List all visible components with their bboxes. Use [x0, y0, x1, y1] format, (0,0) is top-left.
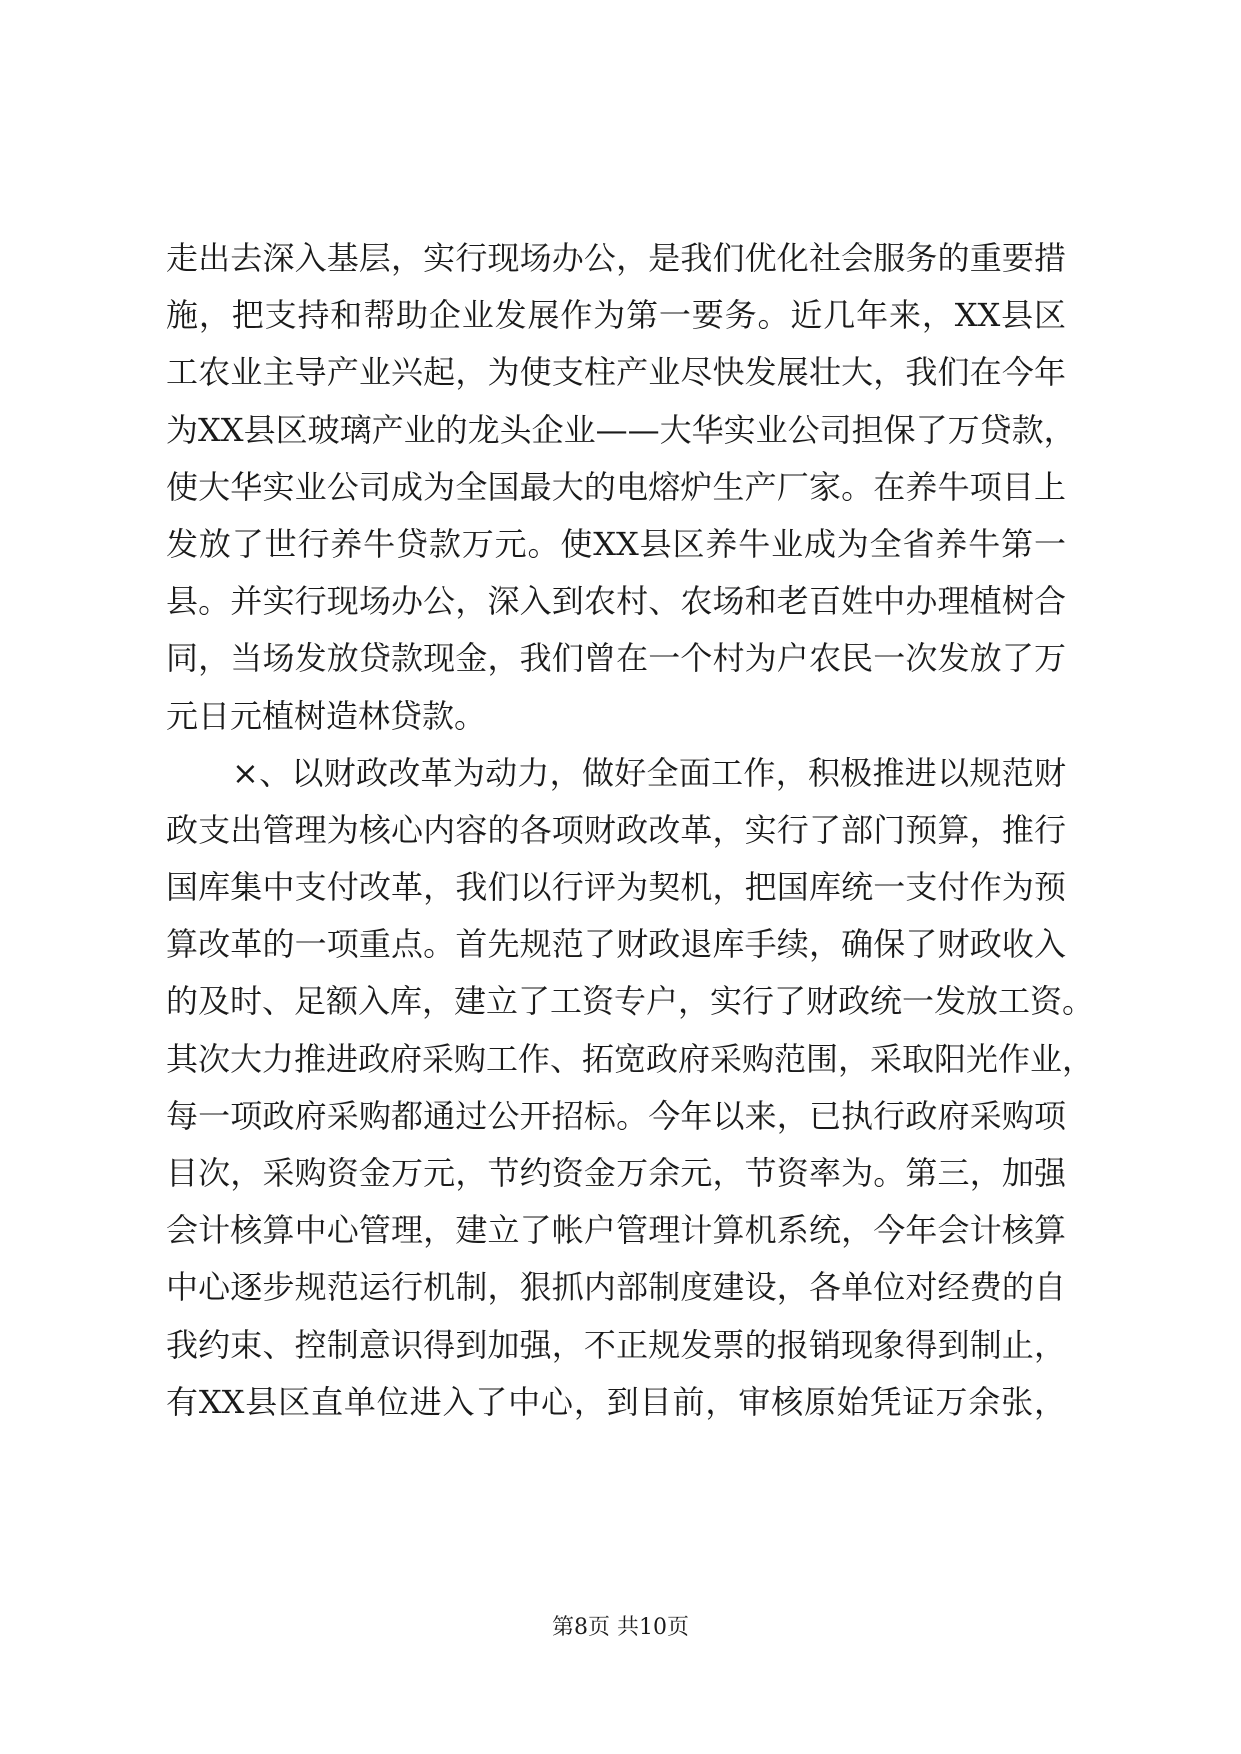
text-line: 发放了世行养牛贷款万元。使XX县区养牛业成为全省养牛第一 — [166, 524, 1066, 563]
text-line: 国库集中支付改革，我们以行评为契机，把国库统一支付作为预 — [166, 868, 1066, 907]
text-line: 元日元植树造林贷款。 — [166, 696, 487, 735]
text-line: 为XX县区玻璃产业的龙头企业——大华实业公司担保了万贷款， — [166, 410, 1076, 449]
text-line: 施，把支持和帮助企业发展作为第一要务。近几年来，XX县区 — [166, 296, 1066, 335]
text-line: 的及时、足额入库，建立了工资专户，实行了财政统一发放工资。 — [166, 982, 1095, 1021]
text-line: 走出去深入基层，实行现场办公，是我们优化社会服务的重要措 — [166, 239, 1066, 277]
text-line: ×、以财政改革为动力，做好全面工作，积极推进以规范财 — [232, 753, 1066, 792]
text-line: 有XX县区直单位进入了中心，到目前，审核原始凭证万余张， — [166, 1382, 1066, 1421]
page-number-footer: 第8页 共10页 — [552, 1615, 689, 1640]
text-line: 政支出管理为核心内容的各项财政改革，实行了部门预算，推行 — [166, 810, 1066, 849]
text-line: 使大华实业公司成为全国最大的电熔炉生产厂家。在养牛项目上 — [166, 467, 1066, 506]
text-line: 算改革的一项重点。首先规范了财政退库手续，确保了财政收入 — [166, 925, 1066, 964]
paragraph-2 — [166, 745, 1095, 1431]
text-line: 县。并实行现场办公，深入到农村、农场和老百姓中办理植树合 — [166, 582, 1066, 621]
text-line: 中心逐步规范运行机制，狠抓内部制度建设，各单位对经费的自 — [166, 1268, 1066, 1307]
text-line: 同，当场发放贷款现金，我们曾在一个村为户农民一次发放了万 — [166, 639, 1066, 678]
document-body — [166, 230, 1095, 1431]
text-line: 每一项政府采购都通过公开招标。今年以来，已执行政府采购项 — [166, 1096, 1066, 1135]
text-line: 目次，采购资金万元，节约资金万余元，节资率为。第三，加强 — [166, 1154, 1066, 1192]
text-line: 会计核算中心管理，建立了帐户管理计算机系统，今年会计核算 — [166, 1211, 1066, 1250]
paragraph-1 — [166, 230, 1076, 745]
text-line: 工农业主导产业兴起，为使支柱产业尽快发展壮大，我们在今年 — [166, 353, 1066, 392]
text-line: 我约束、控制意识得到加强，不正规发票的报销现象得到制止， — [166, 1325, 1066, 1364]
text-line: 其次大力推进政府采购工作、拓宽政府采购范围，采取阳光作业， — [166, 1039, 1095, 1078]
